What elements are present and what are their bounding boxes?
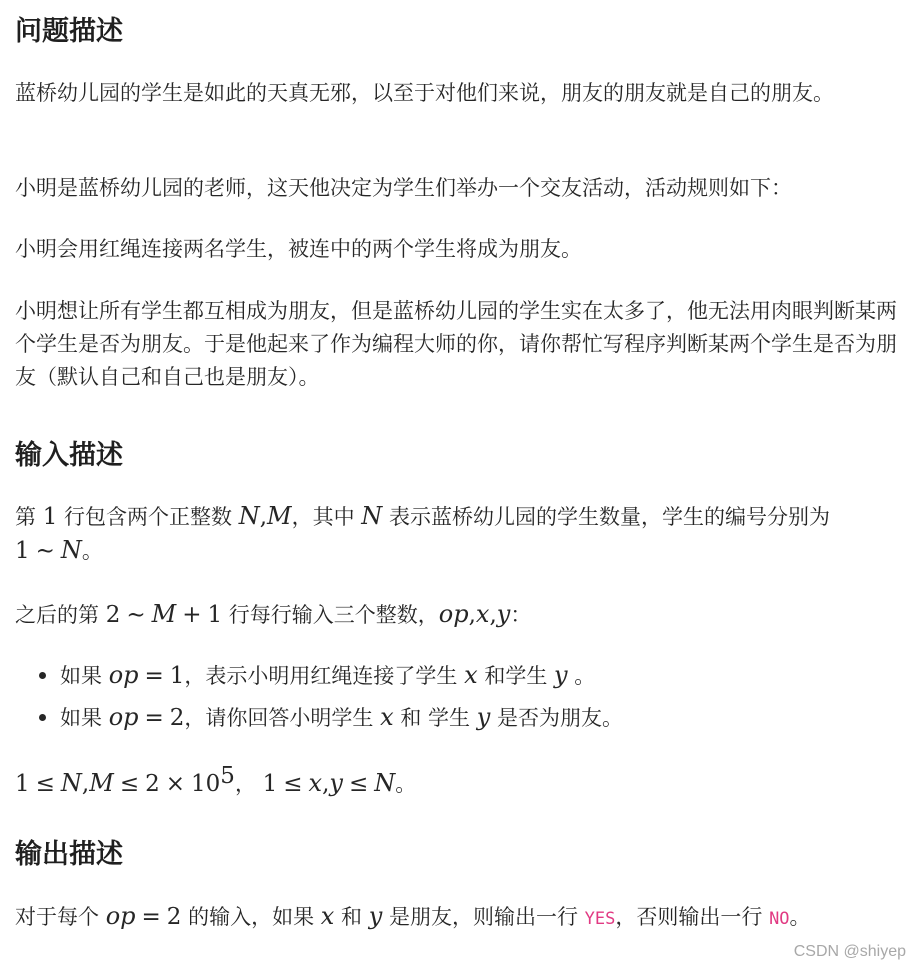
- math-x: x: [308, 769, 323, 797]
- constraints-line: [15, 760, 416, 801]
- output-text-e: ，否则输出一行: [615, 905, 763, 929]
- input-line1-text-b: 行包含两个正整数: [64, 505, 233, 529]
- math-one: 1: [15, 538, 30, 564]
- yes-code: YES: [584, 909, 616, 929]
- problem-paragraph-3: 小明会用红绳连接两名学生，被连中的两个学生将成为朋友。: [15, 237, 582, 261]
- bullet1-text-a: 如果: [60, 664, 102, 688]
- math-x: x: [475, 600, 490, 628]
- no-code: NO: [769, 909, 790, 929]
- output-text-b: 的输入，如果: [188, 905, 315, 929]
- math-x: x: [464, 661, 478, 689]
- csdn-watermark: CSDN @shiyep: [793, 943, 906, 960]
- math-y: y: [476, 703, 491, 731]
- problem-paragraph-1: 蓝桥幼儿园的学生是如此的天真无邪，以至于对他们来说，朋友的朋友就是自己的朋友。: [15, 81, 834, 105]
- math-times: ×: [165, 771, 186, 797]
- math-y: y: [368, 902, 383, 930]
- math-M: M: [267, 502, 292, 530]
- input-line2-text-b: 行每行输入三个整数，: [228, 603, 439, 627]
- math-two: 2: [166, 904, 182, 930]
- math-y: y: [554, 661, 568, 689]
- problem-paragraph-4: 小明想让所有学生都互相成为朋友，但是蓝桥幼儿园的学生实在太多了，他无法用肉眼判断某两个学生是否为朋友。于是他起来了作为编程大师的你，请你帮忙写程序判断某两个学生是否为朋友（默认自己和自己也是朋友）。: [15, 299, 897, 389]
- math-x: x: [320, 902, 335, 930]
- math-N: N: [60, 769, 82, 797]
- input-line1-text-e: 。: [81, 539, 103, 563]
- output-text-c: 和: [341, 905, 363, 929]
- output-text-f: 。: [789, 905, 811, 929]
- list-item-op2: [60, 697, 623, 739]
- math-M: M: [151, 600, 177, 628]
- constraint-end: 。: [395, 772, 417, 796]
- bullet2-text-b: ，请你回答小明学生: [184, 706, 374, 730]
- input-line-1: [15, 500, 901, 568]
- math-two: 2: [169, 705, 185, 731]
- bullet2-text-c: 和 学生: [400, 706, 471, 730]
- math-tilde: ∼: [35, 538, 55, 564]
- math-y: y: [329, 769, 343, 797]
- math-comma: ,: [81, 771, 90, 797]
- math-one: 1: [207, 602, 223, 628]
- math-one: 1: [15, 771, 30, 797]
- math-eq: =: [144, 705, 164, 731]
- math-one: 1: [262, 771, 278, 797]
- constraint-separator: ，: [234, 772, 256, 796]
- input-line2-text-a: 之后的第: [15, 603, 99, 627]
- math-plus: +: [182, 602, 202, 628]
- math-op: op: [438, 600, 469, 628]
- math-two: 2: [105, 602, 121, 628]
- math-y: y: [496, 600, 511, 628]
- math-le: ≤: [283, 771, 303, 797]
- math-eq: =: [144, 663, 164, 689]
- math-le: ≤: [119, 771, 140, 797]
- math-op: op: [105, 902, 136, 930]
- input-line-2: [15, 598, 531, 632]
- math-comma: ,: [489, 602, 497, 628]
- math-le: ≤: [35, 771, 55, 797]
- math-tilde: ∼: [126, 602, 146, 628]
- math-comma: ,: [468, 602, 476, 628]
- bullet1-text-d: 。: [574, 664, 596, 688]
- input-line2-text-c: ：: [510, 603, 532, 627]
- output-line: [15, 900, 811, 936]
- bullet1-text-b: ，表示小明用红绳连接了学生: [184, 664, 458, 688]
- math-M: M: [89, 769, 114, 797]
- bullet2-text-a: 如果: [60, 706, 102, 730]
- math-le: ≤: [348, 771, 369, 797]
- math-x: x: [380, 703, 394, 731]
- math-comma: ,: [259, 504, 268, 530]
- output-text-a: 对于每个: [15, 905, 99, 929]
- output-heading: 输出描述: [15, 839, 123, 870]
- math-N: N: [361, 502, 383, 530]
- math-exponent: 5: [220, 763, 235, 789]
- input-line1-text-d: 表示蓝桥幼儿园的学生数量，学生的编号分别为: [388, 505, 830, 529]
- math-one: 1: [169, 663, 185, 689]
- input-heading: 输入描述: [15, 440, 123, 471]
- math-two: 2: [145, 771, 160, 797]
- math-comma: ,: [322, 771, 330, 797]
- math-N: N: [60, 536, 82, 564]
- math-op: op: [108, 703, 139, 731]
- bullet2-text-d: 是否为朋友。: [496, 706, 623, 730]
- math-N: N: [374, 769, 396, 797]
- bullet1-text-c: 和学生: [484, 664, 548, 688]
- math-eq: =: [141, 904, 161, 930]
- op-list: [15, 655, 623, 739]
- math-ten: 10: [191, 771, 221, 797]
- input-line1-text-a: 第: [15, 505, 36, 529]
- math-N: N: [238, 502, 260, 530]
- output-text-d: 是朋友，则输出一行: [388, 905, 578, 929]
- math-op: op: [108, 661, 139, 689]
- problem-heading: 问题描述: [15, 16, 123, 47]
- list-item-op1: [60, 655, 623, 697]
- input-line1-text-c: ，其中: [291, 505, 355, 529]
- problem-paragraph-2: 小明是蓝桥幼儿园的老师，这天他决定为学生们举办一个交友活动，活动规则如下：: [15, 176, 792, 200]
- math-one: 1: [42, 504, 58, 530]
